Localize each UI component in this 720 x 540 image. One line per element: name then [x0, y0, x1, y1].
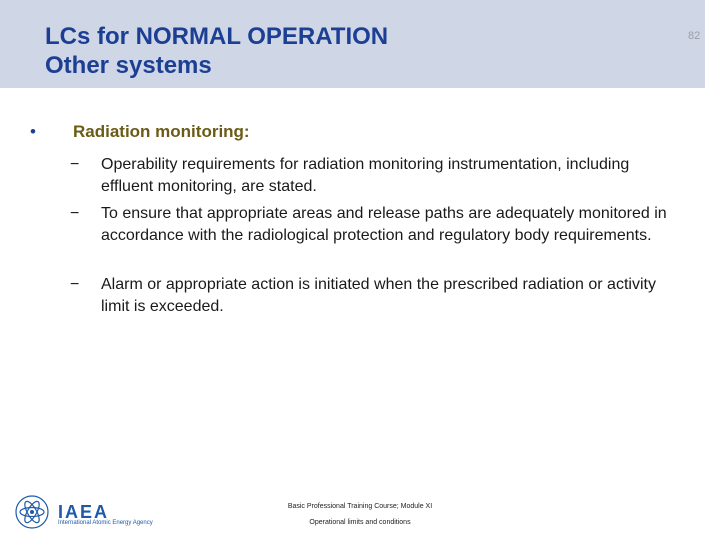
page-number: 82 [688, 30, 701, 42]
bullet-heading: Radiation monitoring: [73, 122, 250, 141]
logo-wordmark: IAEA [58, 502, 110, 522]
list-item-text: Alarm or appropriate action is initiated when the prescribed radiation or activity limit is exceeded. [101, 276, 656, 315]
list-item-text: To ensure that appropriate areas and release paths are adequately monitored in accordance with the radiological protection and regulatory body requirements. [101, 205, 667, 244]
slide-title [45, 22, 388, 80]
dash-marker: − [70, 156, 80, 173]
footer-course: Basic Professional Training Course; Module XI [287, 503, 433, 510]
footer-module-topic: Operational limits and conditions [309, 519, 411, 526]
title-line-2: Other systems [45, 52, 212, 79]
dash-marker: − [70, 276, 80, 293]
bullet-dot: • [30, 122, 36, 141]
logo-subtitle: International Atomic Energy Agency [58, 520, 153, 526]
dash-marker: − [70, 205, 80, 222]
list-item-text: Operability requirements for radiation monitoring instrumentation, including effluent monitoring, are stated. [101, 156, 630, 195]
title-line-1: LCs for NORMAL OPERATION [45, 23, 389, 50]
